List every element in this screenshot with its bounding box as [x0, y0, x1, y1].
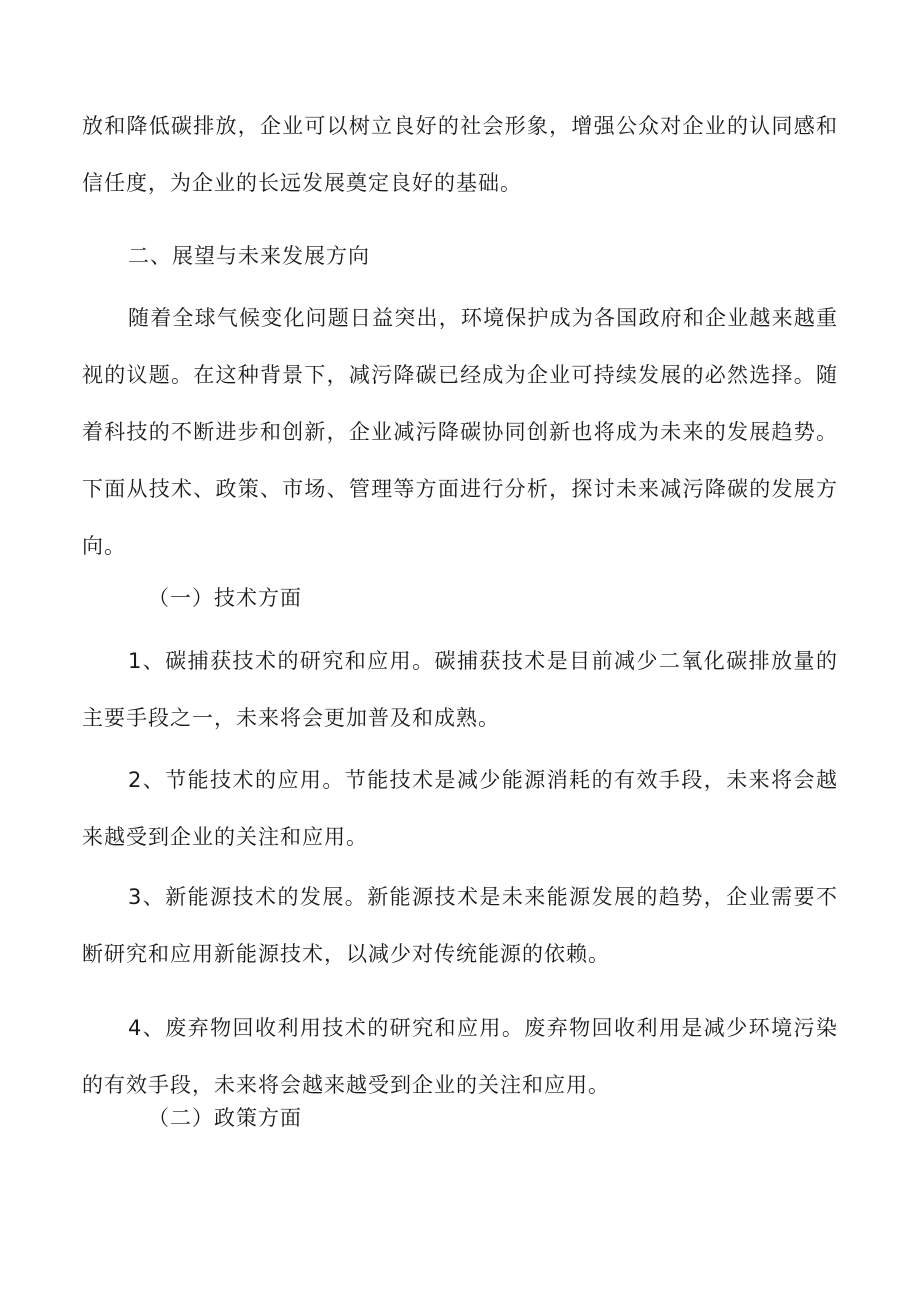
paragraph-intro: 放和降低碳排放，企业可以树立良好的社会形象，增强公众对企业的认同感和信任度，为企业的长远发展奠定良好的基础。 [82, 114, 838, 195]
subsection-heading-technology: （一）技术方面 [148, 586, 302, 610]
list-item-carbon-capture: 1、碳捕获技术的研究和应用。碳捕获技术是目前减少二氧化碳排放量的主要手段之一，未来将会更加普及和成熟。 [82, 649, 838, 730]
list-item-energy-saving: 2、节能技术的应用。节能技术是减少能源消耗的有效手段，未来将会越来越受到企业的关注和应用。 [82, 768, 838, 849]
list-item-new-energy: 3、新能源技术的发展。新能源技术是未来能源发展的趋势，企业需要不断研究和应用新能源技术，以减少对传统能源的依赖。 [82, 885, 838, 966]
section-heading-outlook: 二、展望与未来发展方向 [128, 244, 370, 268]
list-item-waste-recycling: 4、废弃物回收利用技术的研究和应用。废弃物回收利用是减少环境污染的有效手段，未来将会越来越受到企业的关注和应用。 [82, 1016, 838, 1097]
subsection-heading-policy: （二）政策方面 [148, 1106, 302, 1130]
paragraph-overview: 随着全球气候变化问题日益突出，环境保护成为各国政府和企业越来越重视的议题。在这种背景下，减污降碳已经成为企业可持续发展的必然选择。随着科技的不断进步和创新，企业减污降碳协同创新也将成为未来的发展趋势。下面从技术、政策、市场、管理等方面进行分析，探讨未来减污降碳的发展方向。 [82, 306, 838, 558]
